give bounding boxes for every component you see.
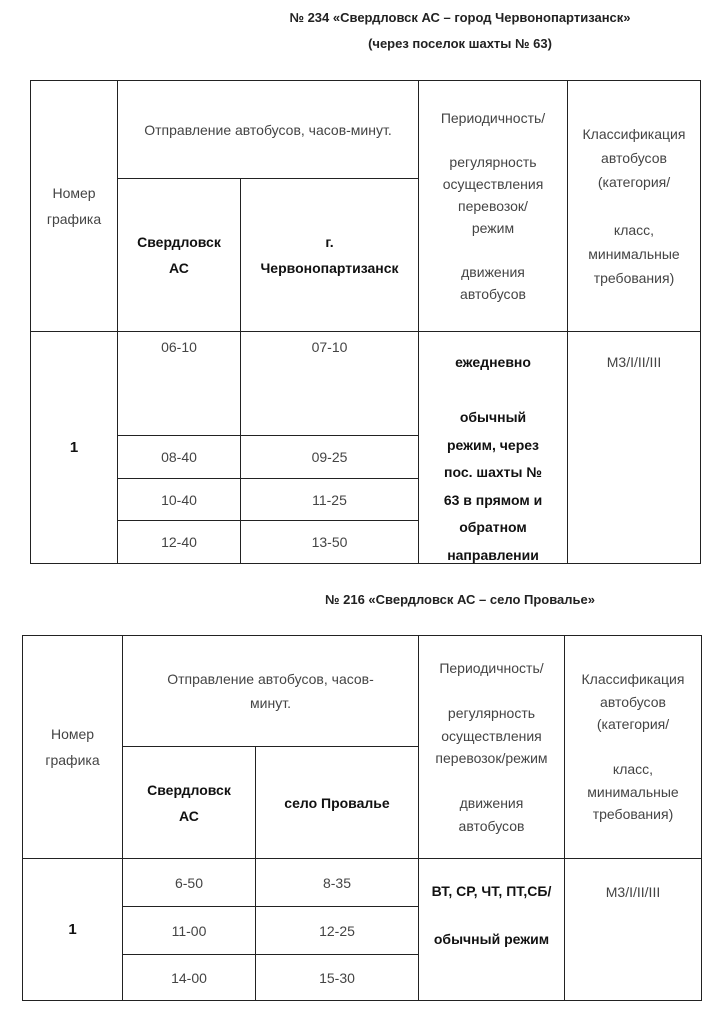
regime-cell: ВТ, СР, ЧТ, ПТ,СБ/ обычный режим [418, 858, 565, 1001]
schedule-number-cell: 1 [22, 858, 123, 1001]
stop-a-header: Свердловск АС [122, 746, 256, 859]
stop-b-header: г. Червонопартизанск [240, 178, 419, 332]
classification-header: Классификация автобусов (категория/ класс, минимальные требования) [564, 635, 702, 859]
route1-title: № 234 «Свердловск АС – город Червонопартизанск» [289, 10, 631, 25]
regime-cell: ежедневно обычный режим, через пос. шахты № 63 в прямом и обратном направлении [418, 331, 568, 564]
table-row: 09-25 [240, 435, 419, 479]
table-row: 11-00 [122, 906, 256, 955]
table-row: 10-40 [117, 478, 241, 521]
table-row: 08-40 [117, 435, 241, 479]
schedule-number-header: Номер графика [30, 80, 118, 332]
periodicity-header: Периодичность/ регулярность осуществления перевозок/режим движения автобусов [418, 635, 565, 859]
stop-b-header: село Провалье [255, 746, 419, 859]
table-row: 12-40 [117, 520, 241, 564]
route1-subtitle: (через поселок шахты № 63) [368, 36, 552, 51]
table-row: 14-00 [122, 954, 256, 1001]
route2-title: № 216 «Свердловск АС – село Провалье» [325, 592, 595, 607]
table-row: 06-10 [117, 331, 241, 436]
classification-cell: М3/І/ІІ/ІІІ [567, 331, 701, 564]
table-row: 11-25 [240, 478, 419, 521]
departure-header: Отправление автобусов, часов- минут. [122, 635, 419, 747]
classification-cell: М3/І/ІІ/ІІІ [564, 858, 702, 1001]
stop-a-header: Свердловск АС [117, 178, 241, 332]
table-row: 8-35 [255, 858, 419, 907]
table-row: 12-25 [255, 906, 419, 955]
classification-header: Классификация автобусов (категория/ класс, минимальные требования) [567, 80, 701, 332]
schedule-number-header: Номер графика [22, 635, 123, 859]
table-row: 6-50 [122, 858, 256, 907]
schedule-number-cell: 1 [30, 331, 118, 564]
departure-header: Отправление автобусов, часов-минут. [117, 80, 419, 179]
periodicity-header: Периодичность/ регулярность осуществления перевозок/ режим движения автобусов [418, 80, 568, 332]
table-row: 07-10 [240, 331, 419, 436]
table-row: 13-50 [240, 520, 419, 564]
table-row: 15-30 [255, 954, 419, 1001]
